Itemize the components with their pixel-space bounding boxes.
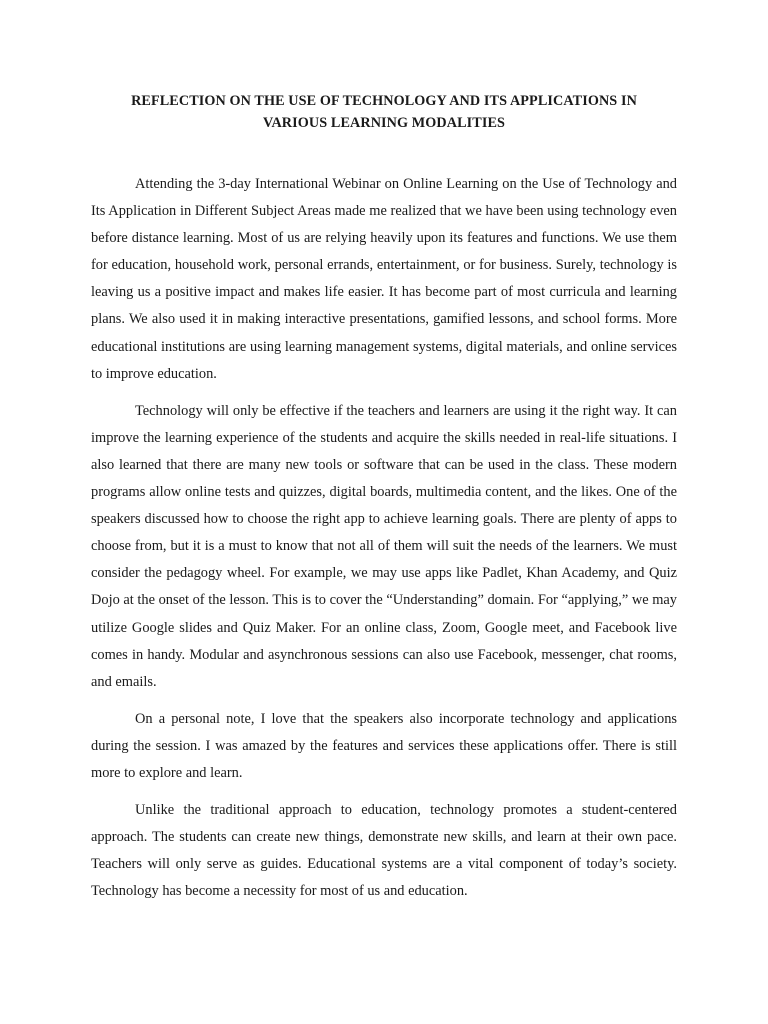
title-line-1: REFLECTION ON THE USE OF TECHNOLOGY AND ITS APPLICATIONS IN — [131, 93, 637, 109]
paragraph-2: Technology will only be effective if the teachers and learners are using it the right way. It can improve the learning experience of the students and acquire the skills needed in real-life situations. I also learned that there are many new tools or software that can be used in the class. These modern programs allow online tests and quizzes, digital boards, multimedia content, and the likes. One of the speakers discussed how to choose the right app to achieve learning goals. There are plenty of apps to choose from, but it is a must to know that not all of them will suit the needs of the learners. We must consider the pedagogy wheel. For example, we may use apps like Padlet, Khan Academy, and Quiz Dojo at the onset of the lesson. This is to cover the “Understanding” domain. For “applying,” we may utilize Google slides and Quiz Maker. For an online class, Zoom, Google meet, and Facebook live comes in handy. Modular and asynchronous sessions can also use Facebook, messenger, chat rooms, and emails. — [91, 402, 677, 690]
paragraph-1: Attending the 3-day International Webinar on Online Learning on the Use of Technology and Its Application in Different Subject Areas made me realized that we have been using technology even before distance learning. Most of us are relying heavily upon its features and functions. We use them for education, household work, personal errands, entertainment, or for business. Surely, technology is leaving us a positive impact and makes life easier. It has become part of most curricula and learning plans. We also used it in making interactive presentations, gamified lessons, and school forms. More educational institutions are using learning management systems, digital materials, and online services to improve education. — [91, 176, 677, 382]
document-title — [91, 90, 677, 134]
paragraph-4: Unlike the traditional approach to education, technology promotes a student-centered approach. The students can create new things, demonstrate new skills, and learn at their own pace. Teachers will only serve as guides. Educational systems are a vital component of today’s society. Technology has become a necessity for most of us and education. — [91, 802, 677, 900]
paragraph-3: On a personal note, I love that the speakers also incorporate technology and applications during the session. I was amazed by the features and services these applications offer. There is still more to explore and learn. — [91, 710, 677, 781]
title-line-2: VARIOUS LEARNING MODALITIES — [262, 115, 506, 131]
document-page — [91, 90, 677, 905]
